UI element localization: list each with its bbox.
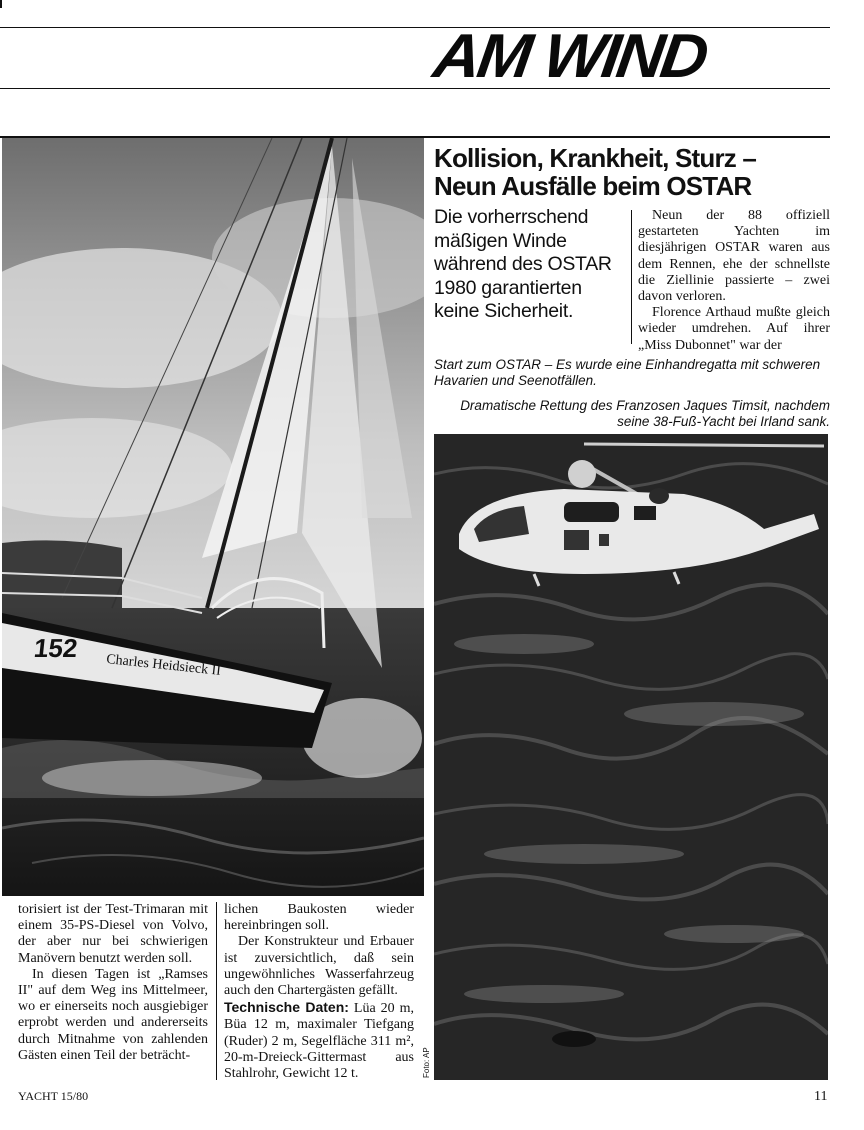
right-column-paragraph-1: Neun der 88 offiziell gestarteten Yachten im diesjährigen OSTAR waren aus dem Rennen, ehe der schnellste die Ziellinie passierte – zwei davon verloren. [638,208,830,305]
headline-line-2: Neun Ausfälle beim OSTAR [434,171,752,201]
boat-name: Charles Heidsieck II [105,652,222,679]
technical-data-text: Lüa 20 m, Büa 12 m, maximaler Tiefgang (Ruder) 2 m, Segelfläche 311 m², 20-m-Dreieck-Gittermast aus Stahlrohr, Gewicht 12 t. [224,1001,415,1082]
technical-data-label: Technische Daten: [224,999,349,1016]
corner-mark [0,0,2,8]
bottom-column-1-paragraph-1: torisiert ist der Test-Trimaran mit einem 35-PS-Diesel von Volvo, der aber nur bei schwierigen Manövern benutzt werden soll. [18,902,208,966]
photo-credit: Foto: AP [422,1047,431,1078]
sailing-yacht-illustration [2,138,424,896]
sailing-yacht-photo [2,138,424,896]
bottom-column-2-paragraph-1: lichen Baukosten wieder hereinbringen soll. [224,902,414,934]
column-divider-top [631,210,632,344]
helicopter-rescue-photo [434,434,828,1080]
helicopter-rescue-illustration [434,434,828,1080]
article-lead: Die vorherrschend mäßigen Winde während des OSTAR 1980 garantierten keine Sicherheit. [434,206,612,323]
bottom-column-2-technical-data [224,999,414,1082]
bottom-column-2 [224,902,414,1082]
bottom-column-1-paragraph-2: In diesen Tagen ist „Ramses II" auf dem Weg ins Mittelmeer, wo er einerseits noch ausgiebiger erprobt werden und andererseits durch Mitnahme von zahlenden Gästen einen Teil der beträcht- [18,966,208,1063]
caption-rescue: Dramatische Rettung des Franzosen Jaques Timsit, nachdem seine 38-Fuß-Yacht bei Irland sank. [460,398,830,429]
caption-start: Start zum OSTAR – Es wurde eine Einhandregatta mit schweren Havarien und Seenotfällen. [434,357,821,388]
right-column-text [638,208,830,354]
column-divider-bottom [216,902,217,1080]
right-column-paragraph-2: Florence Arthaud mußte gleich wieder umdrehen. Auf ihrer „Miss Dubonnet" war der [638,305,830,353]
article-headline [434,144,834,200]
bottom-column-2-paragraph-2: Der Konstrukteur und Erbauer ist zuversichtlich, daß sein ungewöhnliches Wasserfahrzeug auch den Chartergästen gefällt. [224,934,414,999]
footer-page-number: 11 [814,1089,828,1104]
headline-line-1: Kollision, Krankheit, Sturz – [434,143,757,173]
footer-magazine: YACHT 15/80 [18,1089,89,1103]
boat-number: 152 [32,633,80,663]
bottom-column-1 [18,902,208,1064]
section-title: AM WIND [429,22,710,91]
